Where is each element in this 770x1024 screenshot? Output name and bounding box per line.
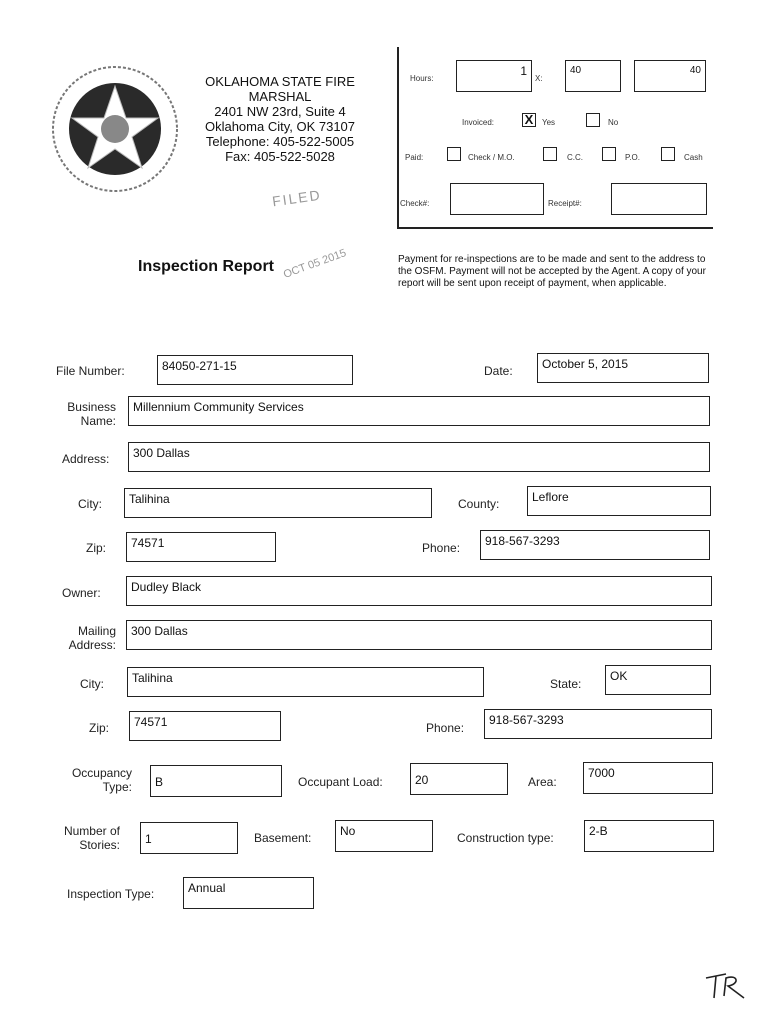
inspection-type-label: Inspection Type: <box>67 887 155 901</box>
agency-line: OKLAHOMA STATE FIRE <box>205 74 355 89</box>
payment-notice: Payment for re-inspections are to be made and sent to the address to the OSFM. Payment will not be accepted by the Agent. A copy of your report will be sent upon receipt of payment, when applicable. <box>398 254 706 289</box>
address-field[interactable]: 300 Dallas <box>128 442 710 472</box>
x-label: X: <box>535 74 543 83</box>
invoiced-no-checkbox[interactable] <box>586 113 600 127</box>
mail-zip-field[interactable]: 74571 <box>129 711 281 741</box>
business-name-field[interactable]: Millennium Community Services <box>128 396 710 426</box>
county-label: County: <box>458 497 500 511</box>
area-field[interactable]: 7000 <box>583 762 713 794</box>
cc-label: C.C. <box>567 153 583 162</box>
received-stamp: FILED <box>271 186 323 210</box>
construction-type-label: Construction type: <box>457 831 554 845</box>
rate-field[interactable]: 40 <box>565 60 621 92</box>
state-label: State: <box>550 677 582 691</box>
occupancy-label-line2: Type: <box>102 780 132 794</box>
inspection-type-field[interactable]: Annual <box>183 877 314 909</box>
city-field[interactable]: Talihina <box>124 488 432 518</box>
page-title: Inspection Report <box>138 258 275 275</box>
cash-label: Cash <box>684 153 703 162</box>
business-name-label-line2: Name: <box>80 414 116 428</box>
paid-label: Paid: <box>405 153 424 162</box>
receipt-field[interactable] <box>611 183 707 215</box>
state-seal <box>50 64 180 194</box>
phone-label: Phone: <box>422 541 461 555</box>
phone-field[interactable]: 918-567-3293 <box>480 530 710 560</box>
mailing-address-field[interactable]: 300 Dallas <box>126 620 712 650</box>
stamp-date: OCT 05 2015 <box>281 247 348 281</box>
owner-label: Owner: <box>62 586 101 600</box>
total-field[interactable]: 40 <box>634 60 706 92</box>
agency-line: MARSHAL <box>248 89 312 104</box>
business-name-label-line1: Business <box>67 400 116 414</box>
date-label: Date: <box>484 364 513 378</box>
occupant-load-label: Occupant Load: <box>298 775 383 789</box>
mailing-address-label <box>40 624 116 652</box>
hours-field[interactable]: 1 <box>456 60 532 92</box>
check-number-field[interactable] <box>450 183 544 215</box>
po-checkbox[interactable] <box>602 147 616 161</box>
no-label: No <box>608 118 619 127</box>
basement-field[interactable]: No <box>335 820 433 852</box>
agency-address <box>190 74 370 164</box>
zip-field[interactable]: 74571 <box>126 532 276 562</box>
construction-type-field[interactable]: 2-B <box>584 820 714 852</box>
agency-line: 2401 NW 23rd, Suite 4 <box>214 104 346 119</box>
mail-phone-field[interactable]: 918-567-3293 <box>484 709 712 739</box>
zip-label: Zip: <box>86 541 107 555</box>
invoiced-yes-checkbox[interactable]: X <box>522 113 536 127</box>
mail-city-label: City: <box>80 677 104 691</box>
stories-field[interactable]: 1 <box>140 822 238 854</box>
agency-line: Telephone: 405-522-5005 <box>205 134 355 149</box>
yes-label: Yes <box>542 118 556 127</box>
mailing-label-line2: Address: <box>68 638 116 652</box>
stories-label-line2: Stories: <box>79 838 120 852</box>
area-label: Area: <box>528 775 557 789</box>
check-number-label: Check#: <box>400 199 430 208</box>
check-checkbox[interactable] <box>447 147 461 161</box>
county-field[interactable]: Leflore <box>527 486 711 516</box>
city-label: City: <box>78 497 102 511</box>
occupant-load-field[interactable]: 20 <box>410 763 508 795</box>
address-label: Address: <box>62 452 110 466</box>
mailing-label-line1: Mailing <box>77 624 116 638</box>
hours-label: Hours: <box>410 74 434 83</box>
owner-field[interactable]: Dudley Black <box>126 576 712 606</box>
date-field[interactable]: October 5, 2015 <box>537 353 709 383</box>
cash-checkbox[interactable] <box>661 147 675 161</box>
file-number-field[interactable]: 84050-271-15 <box>157 355 353 385</box>
initials-signature <box>704 968 750 1002</box>
occupancy-label-line1: Occupancy <box>71 766 132 780</box>
mail-zip-label: Zip: <box>89 721 110 735</box>
file-number-label: File Number: <box>56 364 125 378</box>
number-of-stories-label <box>40 824 120 852</box>
agency-line: Fax: 405-522-5028 <box>225 149 335 164</box>
basement-label: Basement: <box>254 831 312 845</box>
receipt-label: Receipt#: <box>548 199 582 208</box>
po-label: P.O. <box>625 153 640 162</box>
check-label: Check / M.O. <box>468 153 515 162</box>
occupancy-type-field[interactable]: B <box>150 765 282 797</box>
business-name-label <box>40 400 116 428</box>
invoiced-label: Invoiced: <box>462 118 495 127</box>
cc-checkbox[interactable] <box>543 147 557 161</box>
agency-line: Oklahoma City, OK 73107 <box>204 119 356 134</box>
occupancy-type-label <box>40 766 132 794</box>
mail-phone-label: Phone: <box>426 721 465 735</box>
stories-label-line1: Number of <box>63 824 120 838</box>
state-field[interactable]: OK <box>605 665 711 695</box>
mail-city-field[interactable]: Talihina <box>127 667 484 697</box>
